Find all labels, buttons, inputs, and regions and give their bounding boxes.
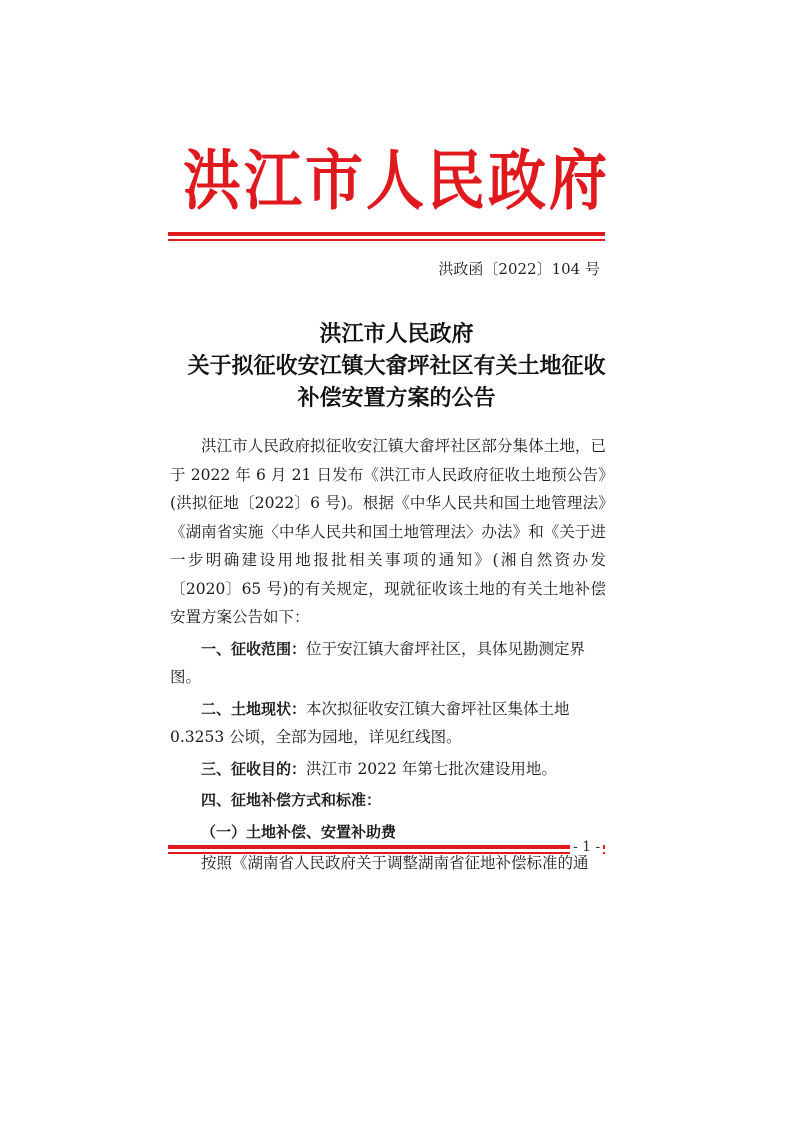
masthead-red-rule-thick (168, 232, 605, 236)
footer-red-rule-thick (168, 845, 605, 849)
intro-paragraph: 洪江市人民政府拟征收安江镇大畲坪社区部分集体土地，已于 2022 年 6 月 21 日发布《洪江市人民政府征收土地预公告》(洪拟征地〔2022〕6 号)。根据《中华人民共和国土地管理法》《湖南省实施〈中华人民共和国土地管理法〉办法》和《关于进一步明确建设用地报批相关事项的通知》(湘自然资办发〔2020〕65 号)的有关规定，现就征收该土地的有关土地补偿安置方案公告如下： (170, 437, 606, 626)
footer-red-rule-thin (168, 852, 605, 854)
masthead-red-rule-thin (168, 239, 605, 241)
document-number: 洪政函〔2022〕104 号 (438, 260, 600, 278)
section-1-text: 位于安江镇大畲坪社区，具体见勘测定界图。 (170, 639, 586, 686)
closing-paragraph: 按照《湖南省人民政府关于调整湖南省征地补偿标准的通 (201, 854, 589, 872)
section-2-heading: 二、土地现状： (201, 699, 307, 718)
subsection-1-heading: （一）土地补偿、安置补助费 (201, 822, 397, 841)
masthead-title: 洪江市人民政府 (182, 142, 610, 219)
document-body (170, 432, 606, 878)
section-3-heading: 三、征收目的： (201, 759, 307, 778)
section-3 (170, 755, 606, 784)
section-3-text: 洪江市 2022 年第七批次建设用地。 (306, 759, 557, 778)
title-line-2: 关于拟征收安江镇大畲坪社区有关土地征收 (187, 353, 606, 379)
section-2-text: 本次拟征收安江镇大畲坪社区集体土地 0.3253 公顷，全部为园地，详见红线图。 (170, 699, 570, 746)
title-line-1: 洪江市人民政府 (319, 321, 474, 347)
document-title (0, 318, 793, 414)
page-number: - 1 - (570, 840, 603, 854)
section-1-heading: 一、征收范围： (201, 639, 307, 658)
subsection-1 (170, 818, 606, 847)
section-1 (170, 635, 606, 692)
section-2 (170, 695, 606, 752)
section-4 (170, 786, 606, 815)
title-line-3: 补偿安置方案的公告 (297, 385, 496, 411)
section-4-heading: 四、征地补偿方式和标准： (201, 791, 382, 809)
